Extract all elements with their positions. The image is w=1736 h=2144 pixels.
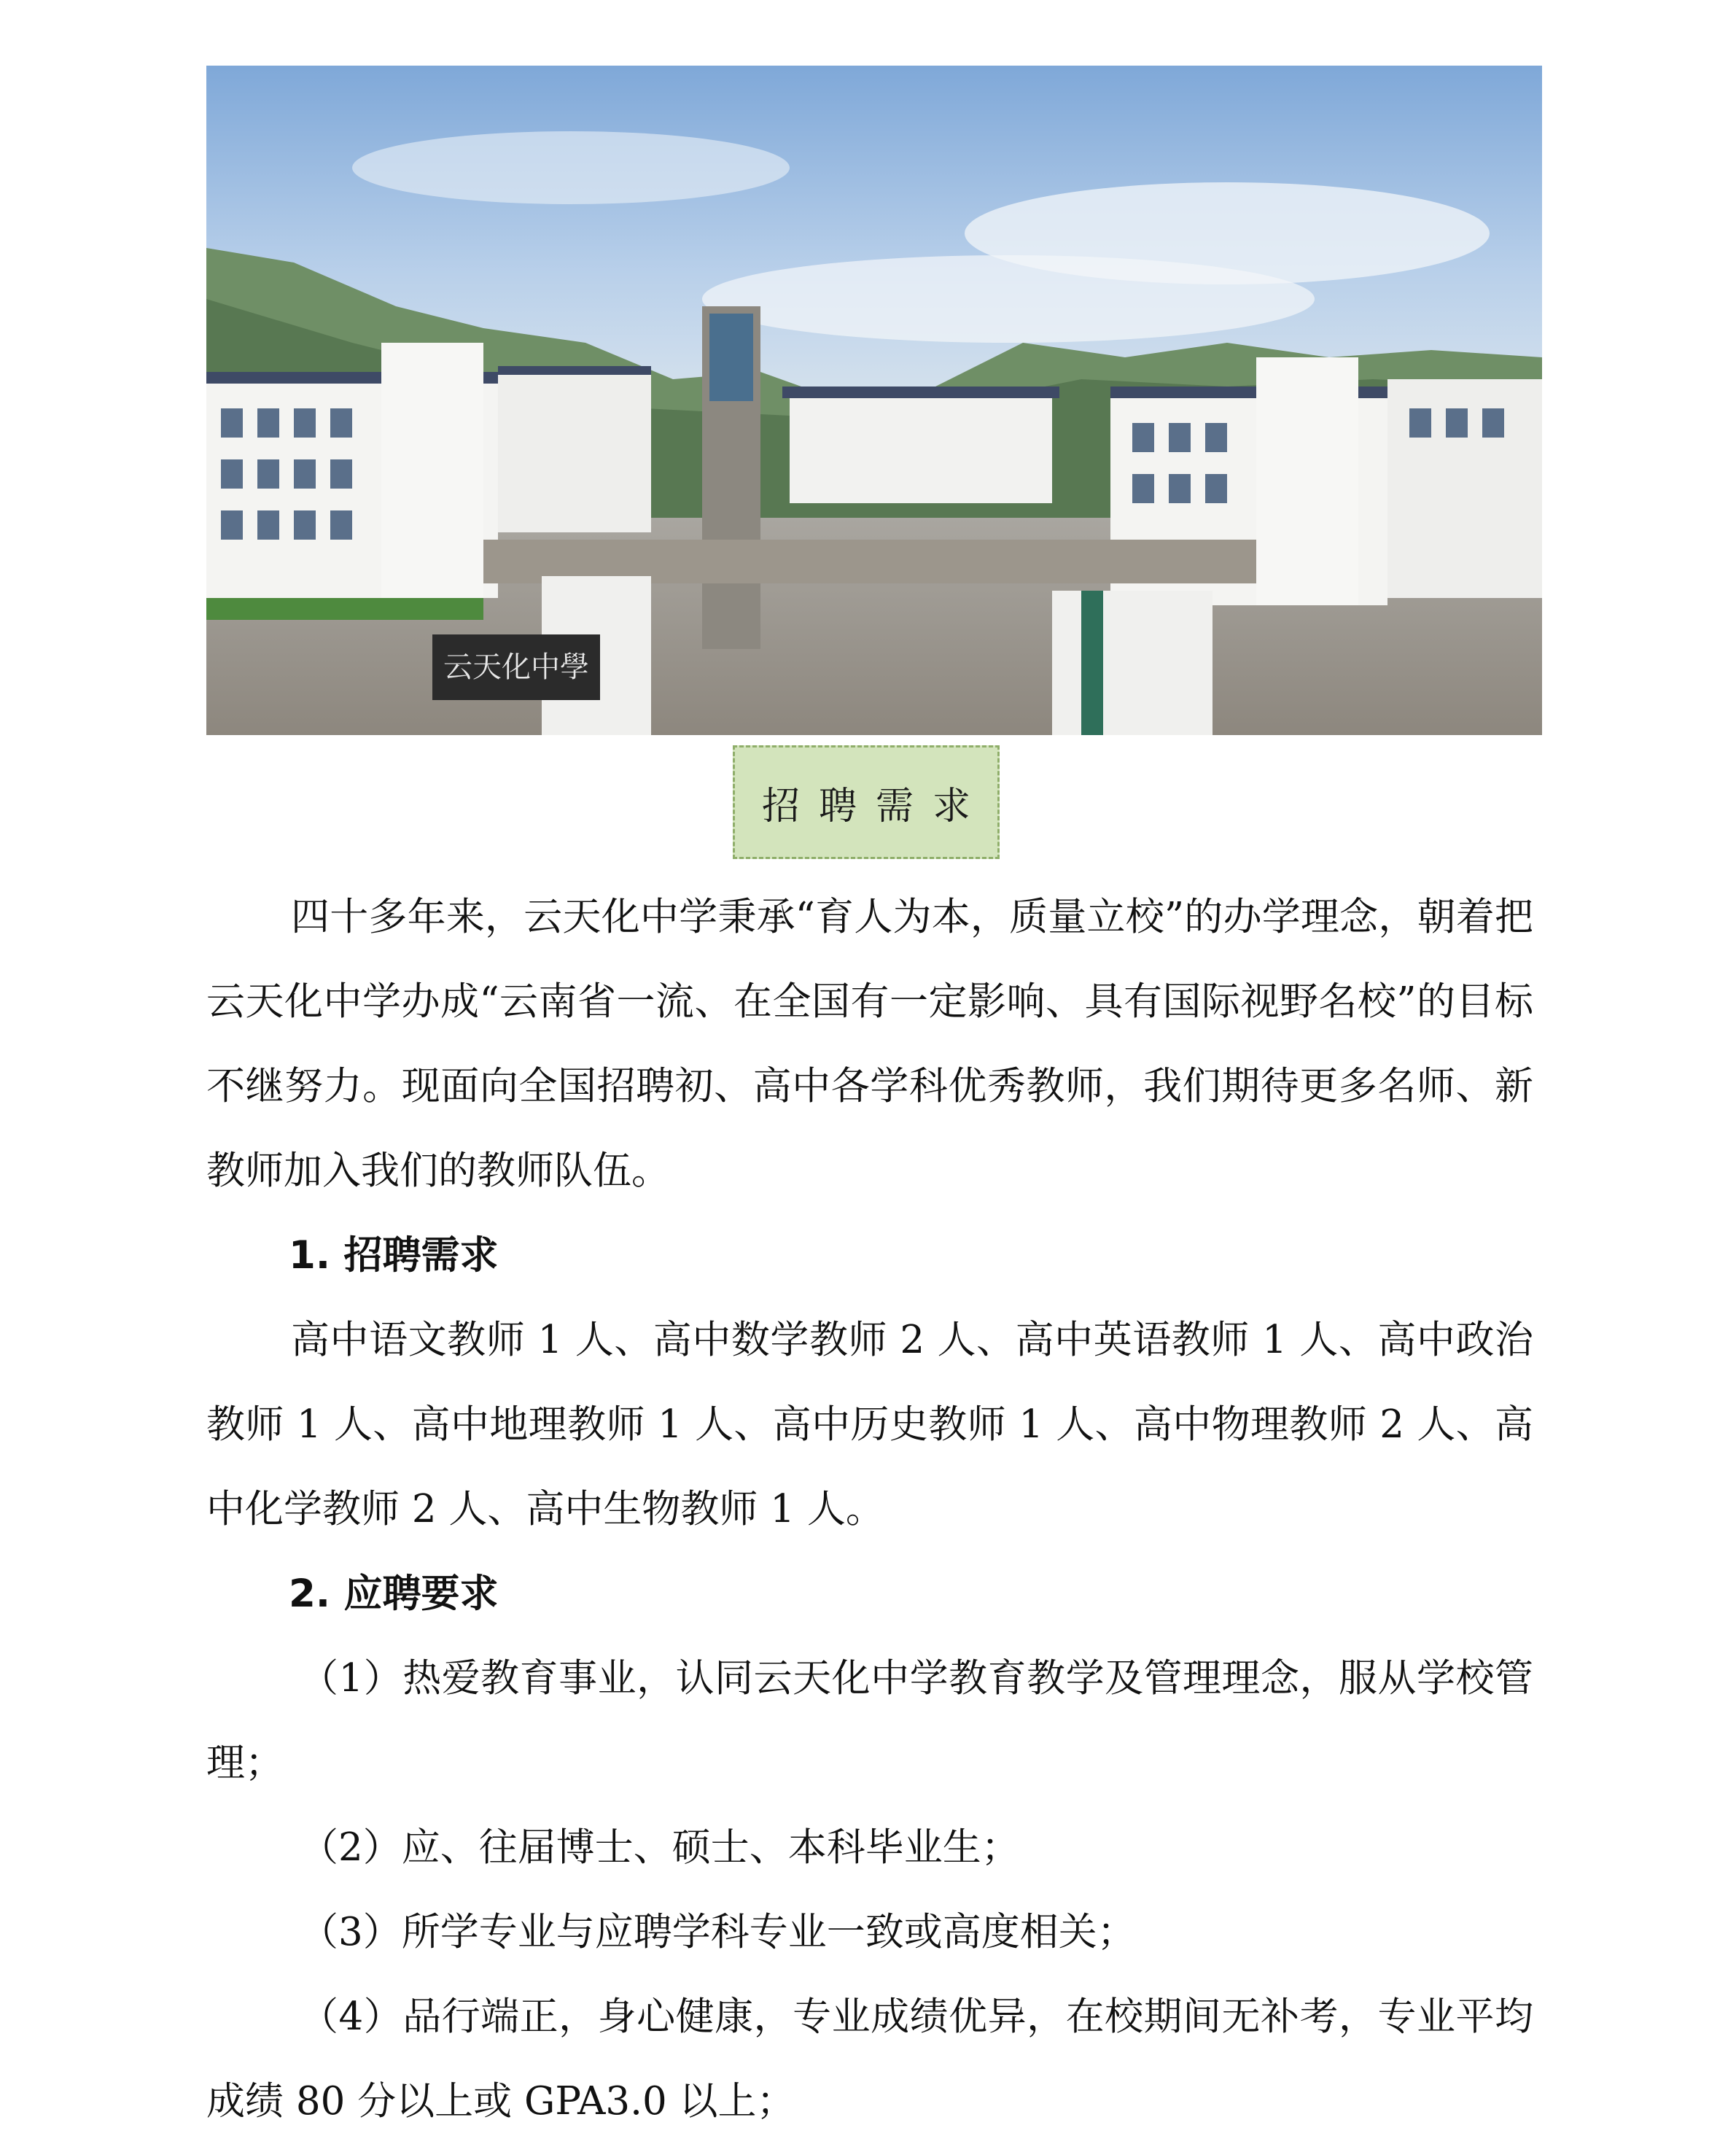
recruitment-positions-text: 高中语文教师 1 人、高中数学教师 2 人、高中英语教师 1 人、高中政治教师 1 人、高中地理教师 1 人、高中历史教师 1 人、高中物理教师 2 人、高中化学教师 2 人、高中生物教师 1 人。 <box>206 1318 1533 1531</box>
section-title-recruitment: 1. 招聘需求 <box>289 1233 499 1278</box>
requirement-item: （2）应、往届博士、硕士、本科毕业生； <box>300 1825 1020 1870</box>
campus-illustration <box>206 66 1542 735</box>
document-body <box>206 875 1533 2144</box>
school-campus-photo <box>206 66 1542 735</box>
heading-box <box>733 745 1000 859</box>
intro-paragraph: 四十多年来，云天化中学秉承“育人为本，质量立校”的办学理念，朝着把云天化中学办成“云南省一流、在全国有一定影响、具有国际视野名校”的目标不继努力。现面向全国招聘初、高中各学科优秀教师，我们期待更多名师、新教师加入我们的教师队伍。 <box>206 895 1533 1193</box>
requirement-item: （4）品行端正，身心健康，专业成绩优异，在校期间无补考，专业平均成绩 80 分以上或 GPA3.0 以上； <box>206 1995 1533 2124</box>
section-title-requirements: 2. 应聘要求 <box>289 1572 499 1616</box>
school-sign-text: 云天化中學 <box>443 650 589 684</box>
heading-box-title: 招聘需求 <box>761 784 989 828</box>
requirement-item: （3）所学专业与应聘学科专业一致或高度相关； <box>300 1910 1136 1954</box>
requirement-item: （1）热爱教育事业，认同云天化中学教育教学及管理理念，服从学校管理； <box>206 1656 1533 1785</box>
